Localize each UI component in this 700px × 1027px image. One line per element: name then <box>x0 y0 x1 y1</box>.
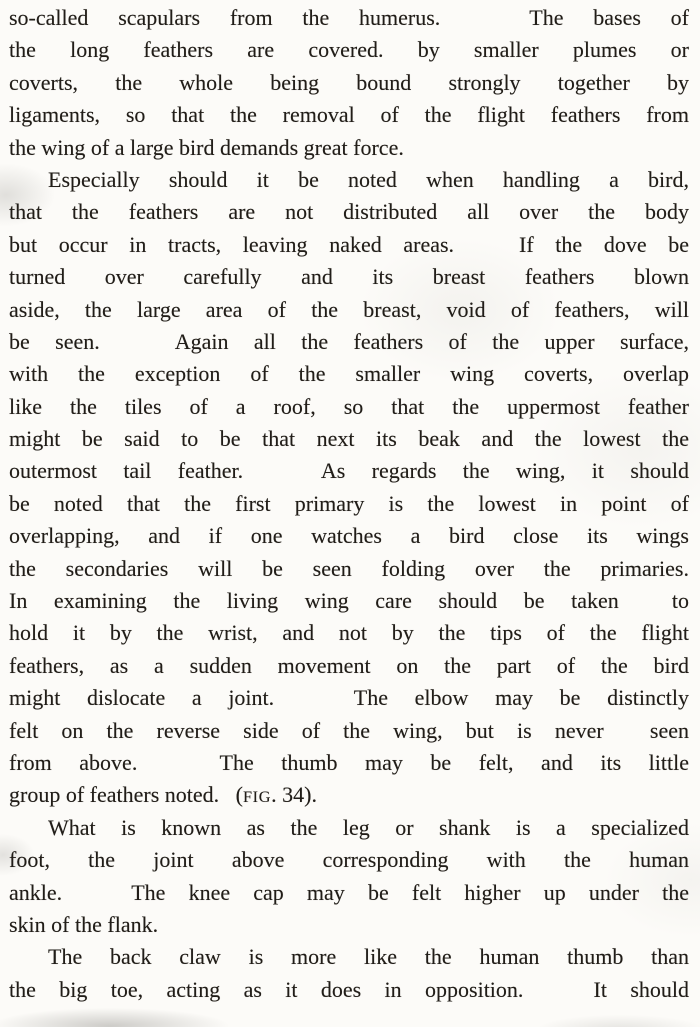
text-line: aside, the large area of the breast, void of feathers, will <box>9 296 689 322</box>
text-segment: . 34). <box>271 782 317 808</box>
page-text <box>9 2 689 1006</box>
text-line: felt on the reverse side of the wing, but is never seen <box>9 717 689 743</box>
text-line: the big toe, acting as it does in opposition. It should <box>9 976 689 1002</box>
text-line: with the exception of the smaller wing coverts, overlap <box>9 361 689 387</box>
text-line: the wing of a large bird demands great force. <box>9 134 404 160</box>
text-line: so-called scapulars from the humerus. The bases of <box>9 5 689 30</box>
text-line: coverts, the whole being bound strongly together by <box>9 69 689 95</box>
text-line: might dislocate a joint. The elbow may be distinctly <box>9 685 689 711</box>
text-line: be seen. Again all the feathers of the upper surface, <box>9 328 689 354</box>
text-line: What is known as the leg or shank is a specialized <box>48 814 689 840</box>
text-line: ankle. The knee cap may be felt higher up under the <box>9 879 689 905</box>
text-line: feathers, as a sudden movement on the part of the bird <box>9 652 689 678</box>
text-line: ligaments, so that the removal of the flight feathers from <box>9 102 689 128</box>
text-line: that the feathers are not distributed all over the body <box>9 199 689 225</box>
text-line: foot, the joint above corresponding with the human <box>9 847 689 873</box>
text-line: turned over carefully and its breast feathers blown <box>9 264 689 290</box>
text-line: outermost tail feather. As regards the wing, it should <box>9 458 689 484</box>
text-line: overlapping, and if one watches a bird close its wings <box>9 523 689 549</box>
text-segment: group of feathers noted. ( <box>9 782 243 808</box>
text-line: be noted that the first primary is the lowest in point of <box>9 490 689 516</box>
text-line: but occur in tracts, leaving naked areas. If the dove be <box>9 231 689 257</box>
text-line: from above. The thumb may be felt, and its little <box>9 749 689 775</box>
text-line: The back claw is more like the human thumb than <box>48 944 689 970</box>
text-line: the secondaries will be seen folding over the primaries. <box>9 555 689 581</box>
figure-reference: FIG <box>242 787 272 807</box>
text-line: hold it by the wrist, and not by the tips of the flight <box>9 620 689 646</box>
text-line <box>9 779 689 811</box>
text-line: the long feathers are covered. by smaller plumes or <box>9 37 689 63</box>
text-line: Especially should it be noted when handling a bird, <box>48 166 689 192</box>
text-line: skin of the flank. <box>9 911 159 937</box>
text-line: like the tiles of a roof, so that the uppermost feather <box>9 393 689 419</box>
text-line: In examining the living wing care should be taken to <box>9 588 689 614</box>
text-line: might be said to be that next its beak and the lowest the <box>9 426 689 452</box>
